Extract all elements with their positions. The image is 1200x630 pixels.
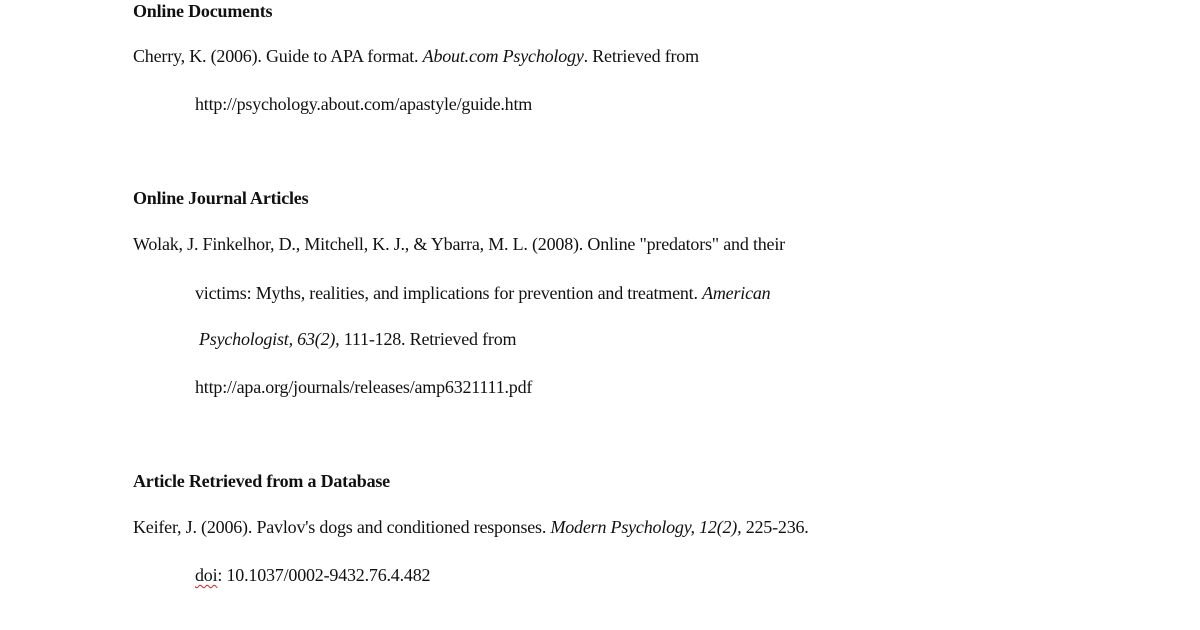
reference-keifer-doi (195, 564, 430, 586)
reference-text: Keifer, J. (2006). Pavlov's dogs and conditioned responses. (133, 517, 551, 537)
reference-wolak-url: http://apa.org/journals/releases/amp6321111.pdf (195, 377, 533, 397)
reference-keifer-line-1 (133, 516, 809, 538)
reference-wolak-line-1: Wolak, J. Finkelhor, D., Mitchell, K. J., & Ybarra, M. L. (2008). Online "predators" and their (133, 234, 785, 254)
heading-article-database: Article Retrieved from a Database (133, 471, 390, 491)
reference-cherry-line-1 (133, 45, 699, 67)
reference-wolak-line-3 (199, 328, 516, 350)
reference-journal-title: American (702, 283, 771, 303)
reference-text: Cherry, K. (2006). Guide to APA format. (133, 46, 423, 66)
reference-source-title: About.com Psychology (422, 46, 584, 66)
reference-doi-value: : 10.1037/0002-9432.76.4.482 (217, 565, 431, 585)
reference-text: victims: Myths, realities, and implications for prevention and treatment. (195, 283, 703, 303)
reference-cherry-url: http://psychology.about.com/apastyle/guide.htm (195, 94, 533, 114)
heading-online-journal-articles: Online Journal Articles (133, 188, 309, 208)
spellcheck-flagged-word: doi (195, 565, 218, 585)
heading-online-documents: Online Documents (133, 1, 273, 21)
reference-wolak-line-2 (195, 282, 770, 304)
reference-journal-title: Modern Psychology, 12(2), (550, 517, 742, 537)
reference-text: 111-128. Retrieved from (339, 329, 517, 349)
reference-journal-volume: Psychologist, 63(2), (199, 329, 340, 349)
reference-text: 225-236. (741, 517, 809, 537)
reference-text: . Retrieved from (583, 46, 699, 66)
